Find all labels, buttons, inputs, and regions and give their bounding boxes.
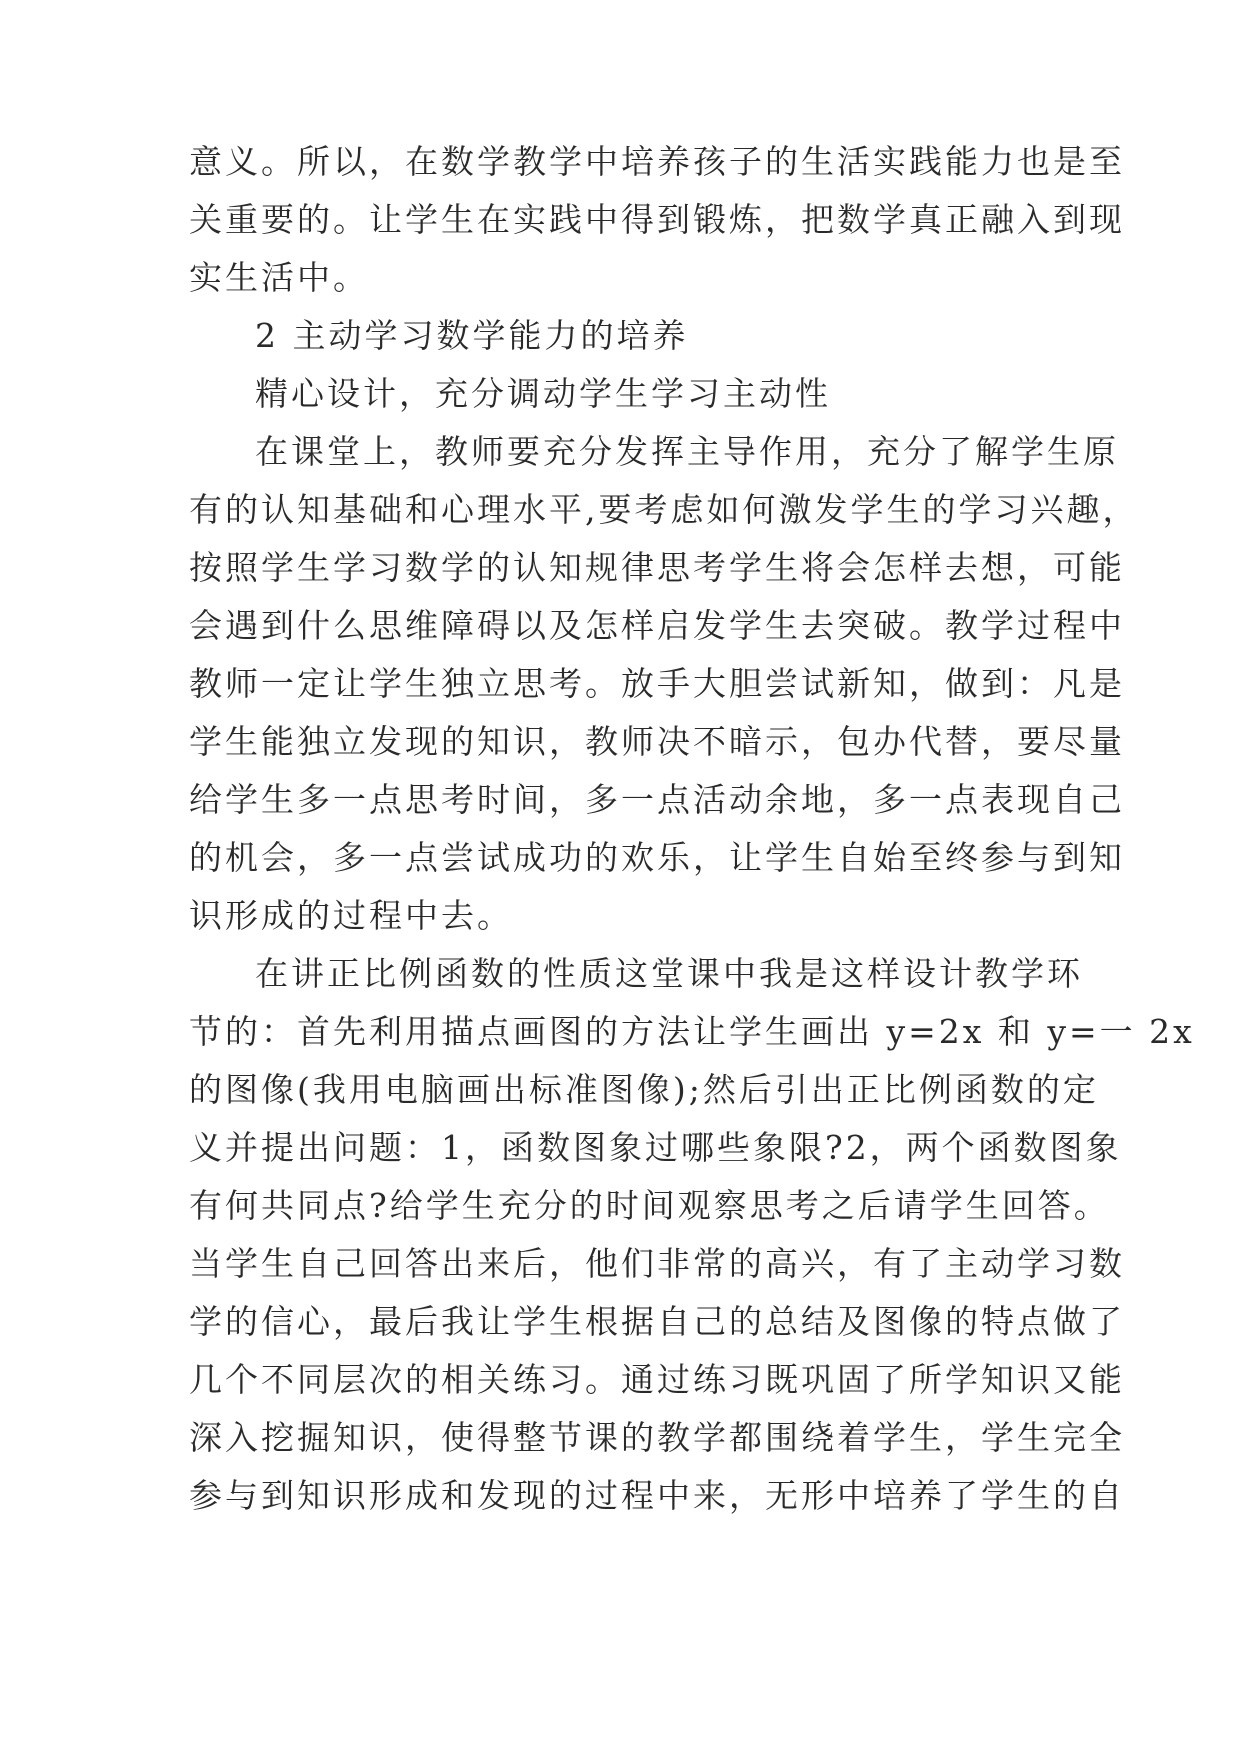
paragraph-example-lesson [189,945,1195,1525]
text-line: 的机会，多一点尝试成功的欢乐，让学生自始至终参与到知 [189,838,1125,877]
text-line: 教师一定让学生独立思考。放手大胆尝试新知，做到：凡是 [189,664,1125,703]
text-line: 在课堂上，教师要充分发挥主导作用，充分了解学生原 [255,432,1119,471]
text-line: 节的：首先利用描点画图的方法让学生画出 y=2x 和 y=一 2x [189,1012,1195,1051]
text-line: 给学生多一点思考时间，多一点活动余地，多一点表现自己 [189,780,1125,819]
text-line: 义并提出问题：1，函数图象过哪些象限?2，两个函数图象 [189,1128,1122,1167]
text-line: 在讲正比例函数的性质这堂课中我是这样设计教学环 [255,954,1083,993]
text-line: 的图像(我用电脑画出标准图像);然后引出正比例函数的定 [189,1070,1099,1109]
text-line: 当学生自己回答出来后，他们非常的高兴，有了主动学习数 [189,1244,1125,1283]
text-line: 实生活中。 [189,258,369,297]
text-line: 会遇到什么思维障碍以及怎样启发学生去突破。教学过程中 [189,606,1125,645]
text-line: 有的认知基础和心理水平,要考虑如何激发学生的学习兴趣， [189,490,1139,529]
text-line: 学生能独立发现的知识，教师决不暗示，包办代替，要尽量 [189,722,1125,761]
text-line: 深入挖掘知识，使得整节课的教学都围绕着学生，学生完全 [189,1418,1125,1457]
paragraph-intro [189,133,1125,307]
section-heading-text: 2 主动学习数学能力的培养 [255,316,689,355]
paragraph-classroom [189,423,1139,945]
text-line: 几个不同层次的相关练习。通过练习既巩固了所学知识又能 [189,1360,1125,1399]
text-line: 关重要的。让学生在实践中得到锻炼，把数学真正融入到现 [189,200,1125,239]
text-line: 有何共同点?给学生充分的时间观察思考之后请学生回答。 [189,1186,1110,1225]
subsection-heading [189,365,1054,423]
text-line: 学的信心，最后我让学生根据自己的总结及图像的特点做了 [189,1302,1125,1341]
section-heading [189,307,1054,365]
text-line: 识形成的过程中去。 [189,896,513,935]
text-line: 按照学生学习数学的认知规律思考学生将会怎样去想，可能 [189,548,1125,587]
subsection-heading-text: 精心设计，充分调动学生学习主动性 [255,374,831,413]
text-line: 参与到知识形成和发现的过程中来，无形中培养了学生的自 [189,1476,1125,1515]
text-line: 意义。所以，在数学教学中培养孩子的生活实践能力也是至 [189,142,1125,181]
document-body [189,133,1195,1525]
